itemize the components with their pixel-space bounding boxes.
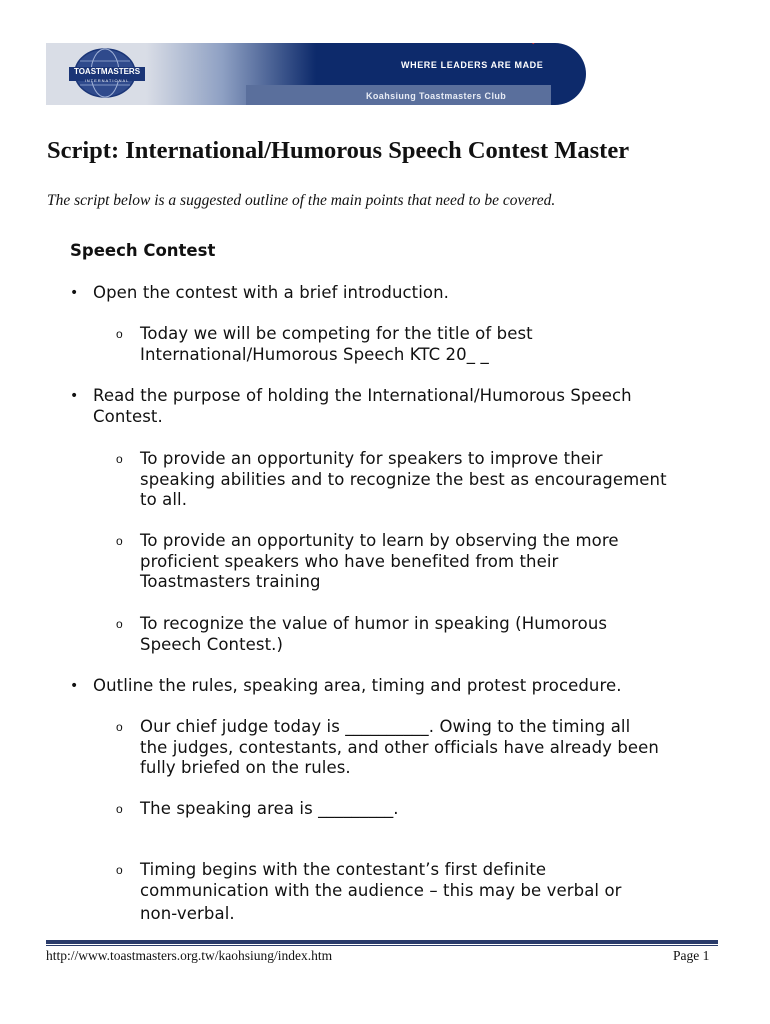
section-heading: Speech Contest <box>70 241 216 260</box>
text-line: Outline the rules, speaking area, timing and protest procedure. <box>93 676 622 695</box>
bullet-text <box>93 283 449 304</box>
text-line: speaking abilities and to recognize the best as encouragement <box>140 469 667 489</box>
document-title: Script: International/Humorous Speech Contest Master <box>47 137 630 164</box>
text-line: the judges, contestants, and other officials have already been <box>140 737 659 757</box>
sub-bullet-mark: o <box>116 534 123 548</box>
text-line: Speech Contest.) <box>140 634 284 654</box>
text-line: fully briefed on the rules. <box>140 758 351 777</box>
text-line: Contest. <box>93 406 163 426</box>
text-line: Open the contest with a brief introduction. <box>93 283 450 302</box>
sub-bullet-mark: o <box>116 863 123 877</box>
bullet-mark: • <box>70 388 79 404</box>
text-line: Our chief judge today is __________. Owing to the timing all <box>140 717 631 736</box>
bullet-mark: • <box>70 285 79 301</box>
banner-motto: WHERE LEADERS ARE MADE <box>401 60 544 70</box>
sub-bullet-text <box>140 717 659 779</box>
text-line: The speaking area is _________. <box>140 799 399 818</box>
text-line: non-verbal. <box>140 904 235 923</box>
footer-rule <box>46 940 718 944</box>
text-line: To provide an opportunity for speakers to improve their <box>140 449 603 468</box>
text-line: proficient speakers who have benefited from their <box>140 551 559 571</box>
text-line: Toastmasters training <box>140 572 321 591</box>
document-subtitle: The script below is a suggested outline of the main points that need to be covered. <box>47 192 556 209</box>
logo-wordmark: TOASTMASTERS <box>69 67 145 81</box>
sub-bullet-mark: o <box>116 617 123 631</box>
header-banner <box>46 43 586 105</box>
text-line: International/Humorous Speech KTC 20_ _ <box>140 344 489 364</box>
text-line: Today we will be competing for the title of best <box>140 324 533 343</box>
bullet-text <box>93 386 632 427</box>
sub-bullet-mark: o <box>116 720 123 734</box>
sub-bullet-text <box>140 531 619 593</box>
text-line: Timing begins with the contestant’s first definite <box>140 860 547 879</box>
sub-bullet-text <box>140 324 533 365</box>
text-line: communication with the audience – this may be verbal or <box>140 880 622 900</box>
footer-url: http://www.toastmasters.org.tw/kaohsiung/index.htm <box>46 948 333 963</box>
text-line: to all. <box>140 490 188 509</box>
sub-bullet-mark: o <box>116 327 123 341</box>
sub-bullet-text <box>140 449 667 511</box>
bullet-text <box>93 676 622 697</box>
text-line: Read the purpose of holding the International/Humorous Speech <box>93 386 632 405</box>
footer-rule-thin <box>46 945 718 946</box>
bullet-mark: • <box>70 678 79 694</box>
banner-club-name: Koahsiung Toastmasters Club <box>366 91 507 101</box>
text-line: To provide an opportunity to learn by observing the more <box>140 531 619 550</box>
page-number: Page 1 <box>673 948 710 963</box>
sub-bullet-text <box>140 860 622 925</box>
sub-bullet-text <box>140 614 607 655</box>
sub-bullet-text <box>140 799 399 820</box>
sub-bullet-mark: o <box>116 802 123 816</box>
logo-subtext: INTERNATIONAL <box>84 78 130 83</box>
text-line: To recognize the value of humor in speaking (Humorous <box>140 614 608 633</box>
sub-bullet-mark: o <box>116 452 123 466</box>
